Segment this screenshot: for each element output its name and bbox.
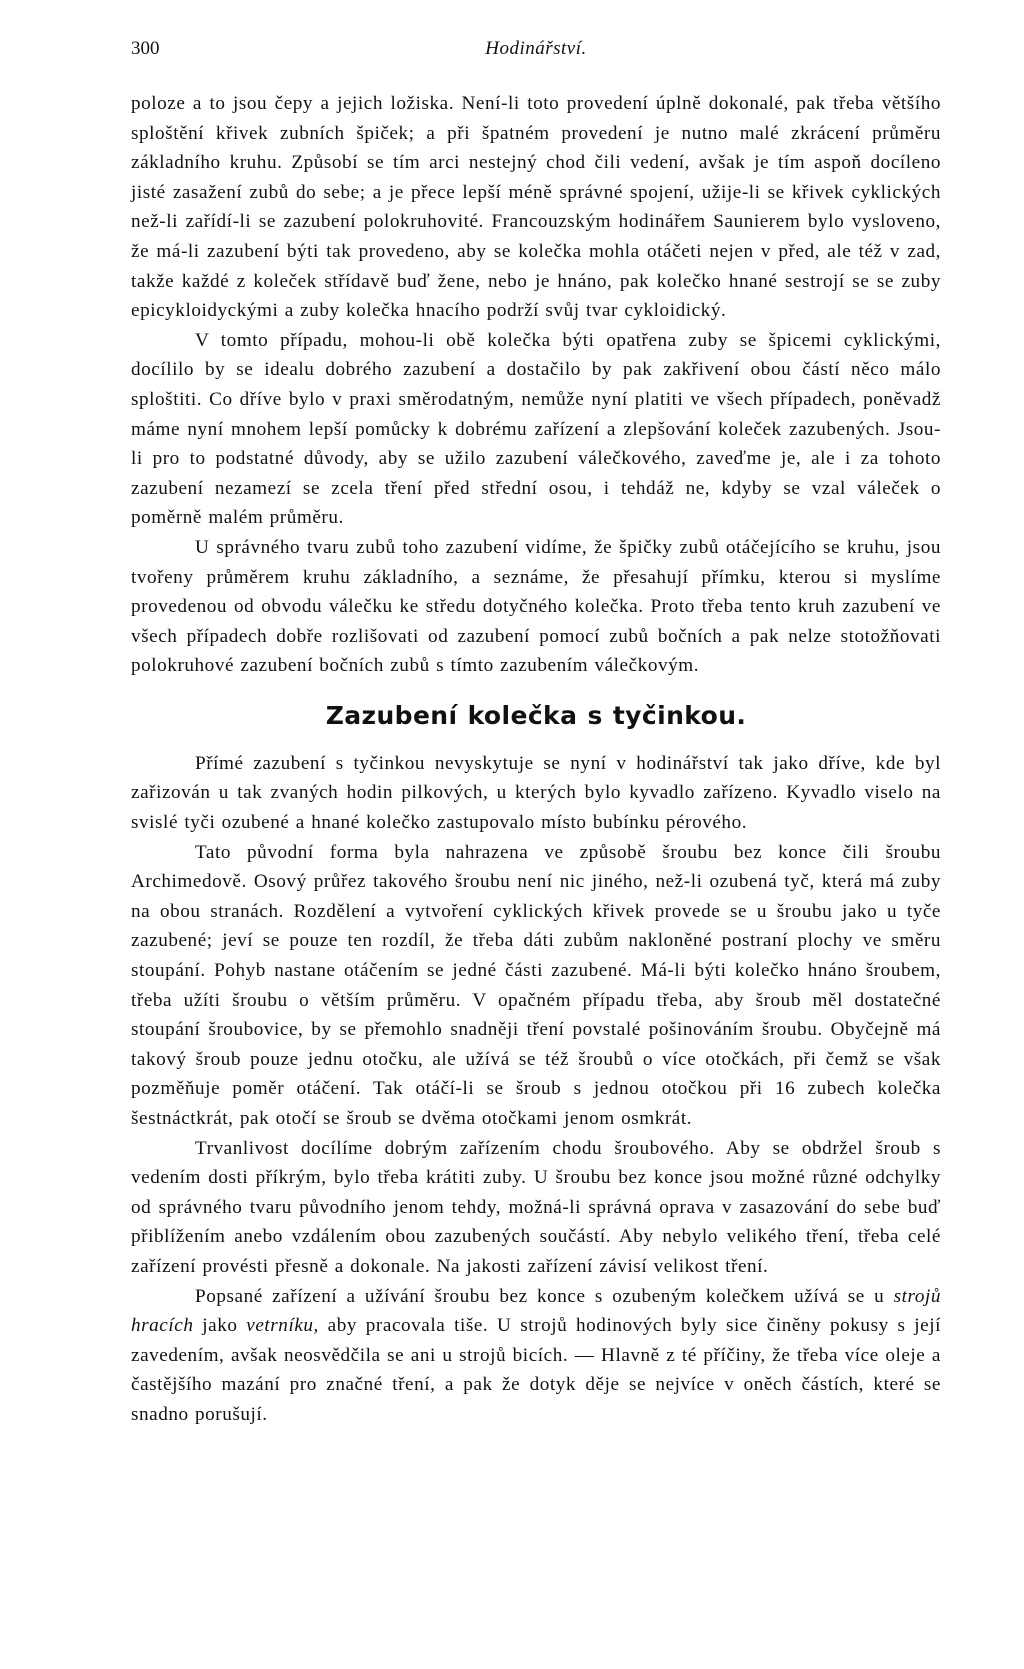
- paragraph-continuation: poloze a to jsou čepy a jejich ložiska. Není-li toto provedení úplně dokonalé, pak třeba většího sploštění křivek zubních špiček; a při špatném provedení je nutno malé zkrácení průměru základního kruhu. Způsobí se tím arci nestejný chod čili vedení, avšak je tím aspoň docíleno jisté zasažení zubů do sebe; a je přece lepší méně správné spojení, užije-li se křivek cyklických než-li zařídí-li se zazubení polokruhovité. Francouzským hodinářem Saunierem bylo vysloveno, že má-li zazubení býti tak provedeno, aby se kolečka mohla otáčeti nejen v před, ale též v zad, takže každé z koleček střídavě buď žene, nebo je hnáno, pak kolečko hnané sestrojí se se zuby epicykloidyckými a zuby kolečka hnacího podrží svůj tvar cykloidický.: [131, 93, 941, 322]
- text-run: jako: [193, 1315, 247, 1337]
- paragraph: [131, 1282, 941, 1430]
- body-text: [131, 89, 941, 1430]
- running-head: [131, 38, 941, 64]
- text-run: Popsané zařízení a užívání šroubu bez konce s ozubeným kolečkem užívá se u: [195, 1285, 894, 1307]
- running-title: Hodinářství.: [485, 38, 587, 59]
- italic-term: strojů hracích: [131, 1285, 941, 1337]
- paragraph: Přímé zazubení s tyčinkou nevyskytuje se nyní v hodinářství tak jako dříve, kde byl zařizován u tak zvaných hodin pilkových, u kterých bylo kyvadlo zařízeno. Kyvadlo viselo na svislé tyči ozubené a hnané kolečko zastupovalo místo bubínku pérového.: [131, 752, 941, 834]
- paragraph: Trvanlivost docílíme dobrým zařízením chodu šroubového. Aby se obdržel šroub s vedením dosti příkrým, bylo třeba krátiti zuby. U šroubu bez konce jsou možné různé odchylky od správného tvaru původního jenom tehdy, možná-li správná oprava v zasazování do sebe buď přiblížením anebo vzdálením obou zazubených součástí. Aby nebylo velikého tření, třeba celé zařízení provésti přesně a dokonale. Na jakosti zařízení závisí velikost tření.: [131, 1137, 941, 1277]
- text-run: aby pracovala tiše. U strojů hodinových byly sice činěny pokusy s její zavedením, avšak neosvědčila se ani u strojů bicích. — Hlavně z té příčiny, že třeba více oleje a častějšího mazání pro značné tření, a pak že dotyk děje se nejvíce v oněch částích, které se snadno porušují.: [131, 1315, 942, 1425]
- paragraph: V tomto případu, mohou-li obě kolečka býti opatřena zuby se špicemi cyklickými, docílilo by se idealu dobrého zazubení a dostačilo by pak zakřivení obou částí něco málo sploštiti. Co dříve bylo v praxi směrodatným, nemůže nyní platiti ve všech případech, poněvadž máme nyní mnohem lepší pomůcky k dobrému zařízení a zlepšování koleček zazubených. Jsou-li pro to podstatné důvody, aby se užilo zazubení válečkového, zaveďme je, ale i za tohoto zazubení nezamezí se zcela tření před střední osou, i tehdáž ne, kdyby se vzal váleček o poměrně malém průměru.: [131, 329, 941, 529]
- section-heading: Zazubení kolečka s tyčinkou.: [325, 700, 747, 730]
- italic-term: vetrníku,: [246, 1315, 319, 1337]
- page-number: 300: [131, 38, 160, 59]
- paragraph: U správného tvaru zubů toho zazubení vidíme, že špičky zubů otáčejícího se kruhu, jsou tvořeny průměrem kruhu základního, a seznáme, že přesahují přímku, kterou si myslíme provedenou od obvodu válečku ke středu dotyčného kolečka. Proto třeba tento kruh zazubení ve všech případech dobře rozlišovati od zazubení pomocí zubů bočních a pak nelze stotožňovati polokruhové zazubení bočních zubů s tímto zazubením válečkovým.: [131, 536, 941, 677]
- paragraph: Tato původní forma byla nahrazena ve způsobě šroubu bez konce čili šroubu Archimedově. Osový průřez takového šroubu není nic jiného, než-li ozubená tyč, která má zuby na obou stranách. Rozdělení a vytvoření cyklických křivek provede se u šroubu jako u tyče zazubené; jeví se pouze ten rozdíl, že třeba dáti zubům nakloněné postraní plochy ve směru stoupání. Pohyb nastane otáčením se jedné části zazubené. Má-li býti kolečko hnáno šroubem, třeba užíti šroubu o větším průměru. V opačném případu třeba, aby šroub měl dostatečné stoupání šroubovice, by se přemohlo snadněji tření povstalé pošinováním šroubu. Obyčejně má takový šroub pouze jednu otočku, ale užívá se též šroubů o více otočkách, při čemž se však pozměňuje poměr otáčení. Tak otáčí-li se šroub s jednou otočkou při 16 zubech kolečka šestnáctkrát, pak otočí se šroub se dvěma otočkami jenom osmkrát.: [131, 841, 941, 1129]
